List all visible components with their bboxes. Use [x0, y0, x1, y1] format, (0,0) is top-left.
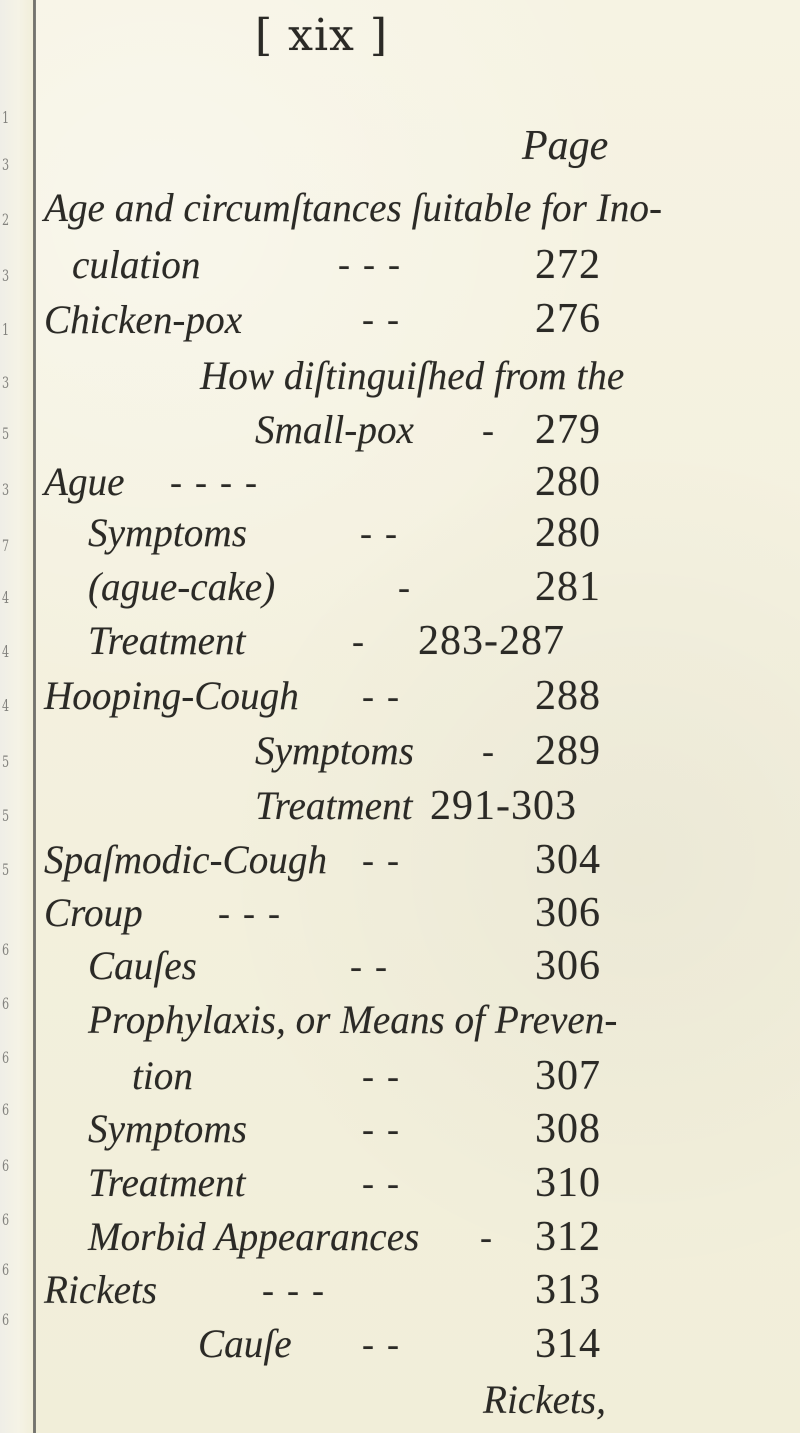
entry-page-number: 288	[535, 673, 601, 719]
gutter-bleed-text: 6	[2, 1048, 10, 1067]
gutter-bleed-text: 4	[2, 696, 10, 715]
gutter-bleed-text: 4	[2, 588, 10, 607]
leader-dashes: - -	[362, 1056, 401, 1096]
entry-page-number: 304	[535, 837, 601, 883]
gutter-bleed-text: 4	[2, 642, 10, 661]
entry-text: Prophylaxis, or Means of Preven-	[88, 997, 618, 1042]
leader-dashes: -	[482, 410, 496, 450]
gutter-bleed-text: 6	[2, 994, 10, 1013]
gutter-bleed-text: 2	[2, 210, 10, 229]
entry-text: Cauſes	[88, 943, 197, 988]
gutter-bleed-text: 6	[2, 1156, 10, 1175]
leader-dashes: - -	[362, 840, 401, 880]
entry-page-number: 312	[535, 1214, 601, 1260]
entry-page-number: 314	[535, 1321, 601, 1367]
entry-page-number: 306	[535, 890, 601, 936]
gutter-bleed-text: 6	[2, 1100, 10, 1119]
gutter-bleed-text: 6	[2, 1260, 10, 1279]
gutter-bleed-text: 3	[2, 373, 10, 392]
entry-text: Chicken-pox	[44, 297, 243, 342]
entry-text: tion	[132, 1053, 193, 1098]
entry-page-number: 306	[535, 943, 601, 989]
leader-dashes: - -	[362, 676, 401, 716]
gutter-bleed-text: 5	[2, 860, 10, 879]
leader-dashes: - -	[360, 513, 399, 553]
leader-dashes: - -	[362, 1163, 401, 1203]
gutter-bleed-text: 5	[2, 424, 10, 443]
entry-page-number: 313	[535, 1267, 601, 1313]
entry-text: Symptoms	[88, 510, 247, 555]
leader-dashes: - -	[362, 1109, 401, 1149]
gutter-bleed-text: 1	[2, 108, 10, 127]
entry-text: Ague	[44, 459, 125, 504]
entry-page-number: 310	[535, 1160, 601, 1206]
page-column-header: Page	[522, 123, 609, 169]
entry-text: Symptoms	[88, 1106, 247, 1151]
leader-dashes: -	[398, 567, 412, 607]
leader-dashes: - -	[362, 1324, 401, 1364]
gutter-bleed-text: 3	[2, 480, 10, 499]
entry-text: Rickets	[44, 1267, 158, 1312]
page-gutter	[0, 0, 35, 1433]
entry-text: Treatment	[255, 783, 413, 828]
entry-page-number: 291-303	[430, 783, 577, 829]
entry-page-number: 281	[535, 564, 601, 610]
gutter-bleed-text: 6	[2, 1210, 10, 1229]
gutter-bleed-text: 6	[2, 1310, 10, 1329]
leader-dashes: - -	[362, 299, 401, 339]
entry-text: Treatment	[88, 1160, 246, 1205]
entry-page-number: 283-287	[418, 618, 565, 664]
entry-page-number: 276	[535, 296, 601, 342]
leader-dashes: - - -	[338, 244, 402, 284]
leader-dashes: - - -	[218, 893, 282, 933]
entry-text: (ague-cake)	[88, 564, 276, 609]
entry-text: Croup	[44, 890, 143, 935]
entry-text: Morbid Appearances	[88, 1214, 420, 1259]
entry-page-number: 280	[535, 459, 601, 505]
entry-page-number: 308	[535, 1106, 601, 1152]
leader-dashes: -	[480, 1217, 494, 1257]
entry-text: Small-pox	[255, 407, 414, 452]
gutter-bleed-text: 7	[2, 536, 10, 555]
entry-page-number: 289	[535, 728, 601, 774]
gutter-bleed-text: 3	[2, 266, 10, 285]
entry-text: Symptoms	[255, 728, 414, 773]
entry-page-number: 280	[535, 510, 601, 556]
entry-text: Hooping-Cough	[44, 673, 299, 718]
page-number-header: [ xix ]	[255, 10, 389, 61]
leader-dashes: -	[352, 621, 366, 661]
leader-dashes: - - - -	[170, 462, 259, 502]
entry-page-number: 307	[535, 1053, 601, 1099]
entry-text: How diſtinguiſhed from the	[200, 353, 625, 398]
entry-text: Spaſmodic-Cough	[44, 837, 328, 882]
leader-dashes: -	[482, 731, 496, 771]
catchword: Rickets,	[483, 1377, 606, 1422]
entry-page-number: 272	[535, 242, 601, 288]
gutter-bleed-text: 6	[2, 940, 10, 959]
entry-text: Cauſe	[198, 1321, 292, 1366]
gutter-bleed-text: 5	[2, 752, 10, 771]
gutter-bleed-text: 5	[2, 806, 10, 825]
gutter-bleed-text: 1	[2, 320, 10, 339]
leader-dashes: - -	[350, 946, 389, 986]
entry-text: culation	[72, 242, 201, 287]
entry-page-number: 279	[535, 407, 601, 453]
gutter-bleed-text: 3	[2, 155, 10, 174]
binding-edge	[33, 0, 36, 1433]
entry-text: Age and circumſtances ſuitable for Ino-	[44, 185, 662, 230]
entry-text: Treatment	[88, 618, 246, 663]
leader-dashes: - - -	[262, 1270, 326, 1310]
